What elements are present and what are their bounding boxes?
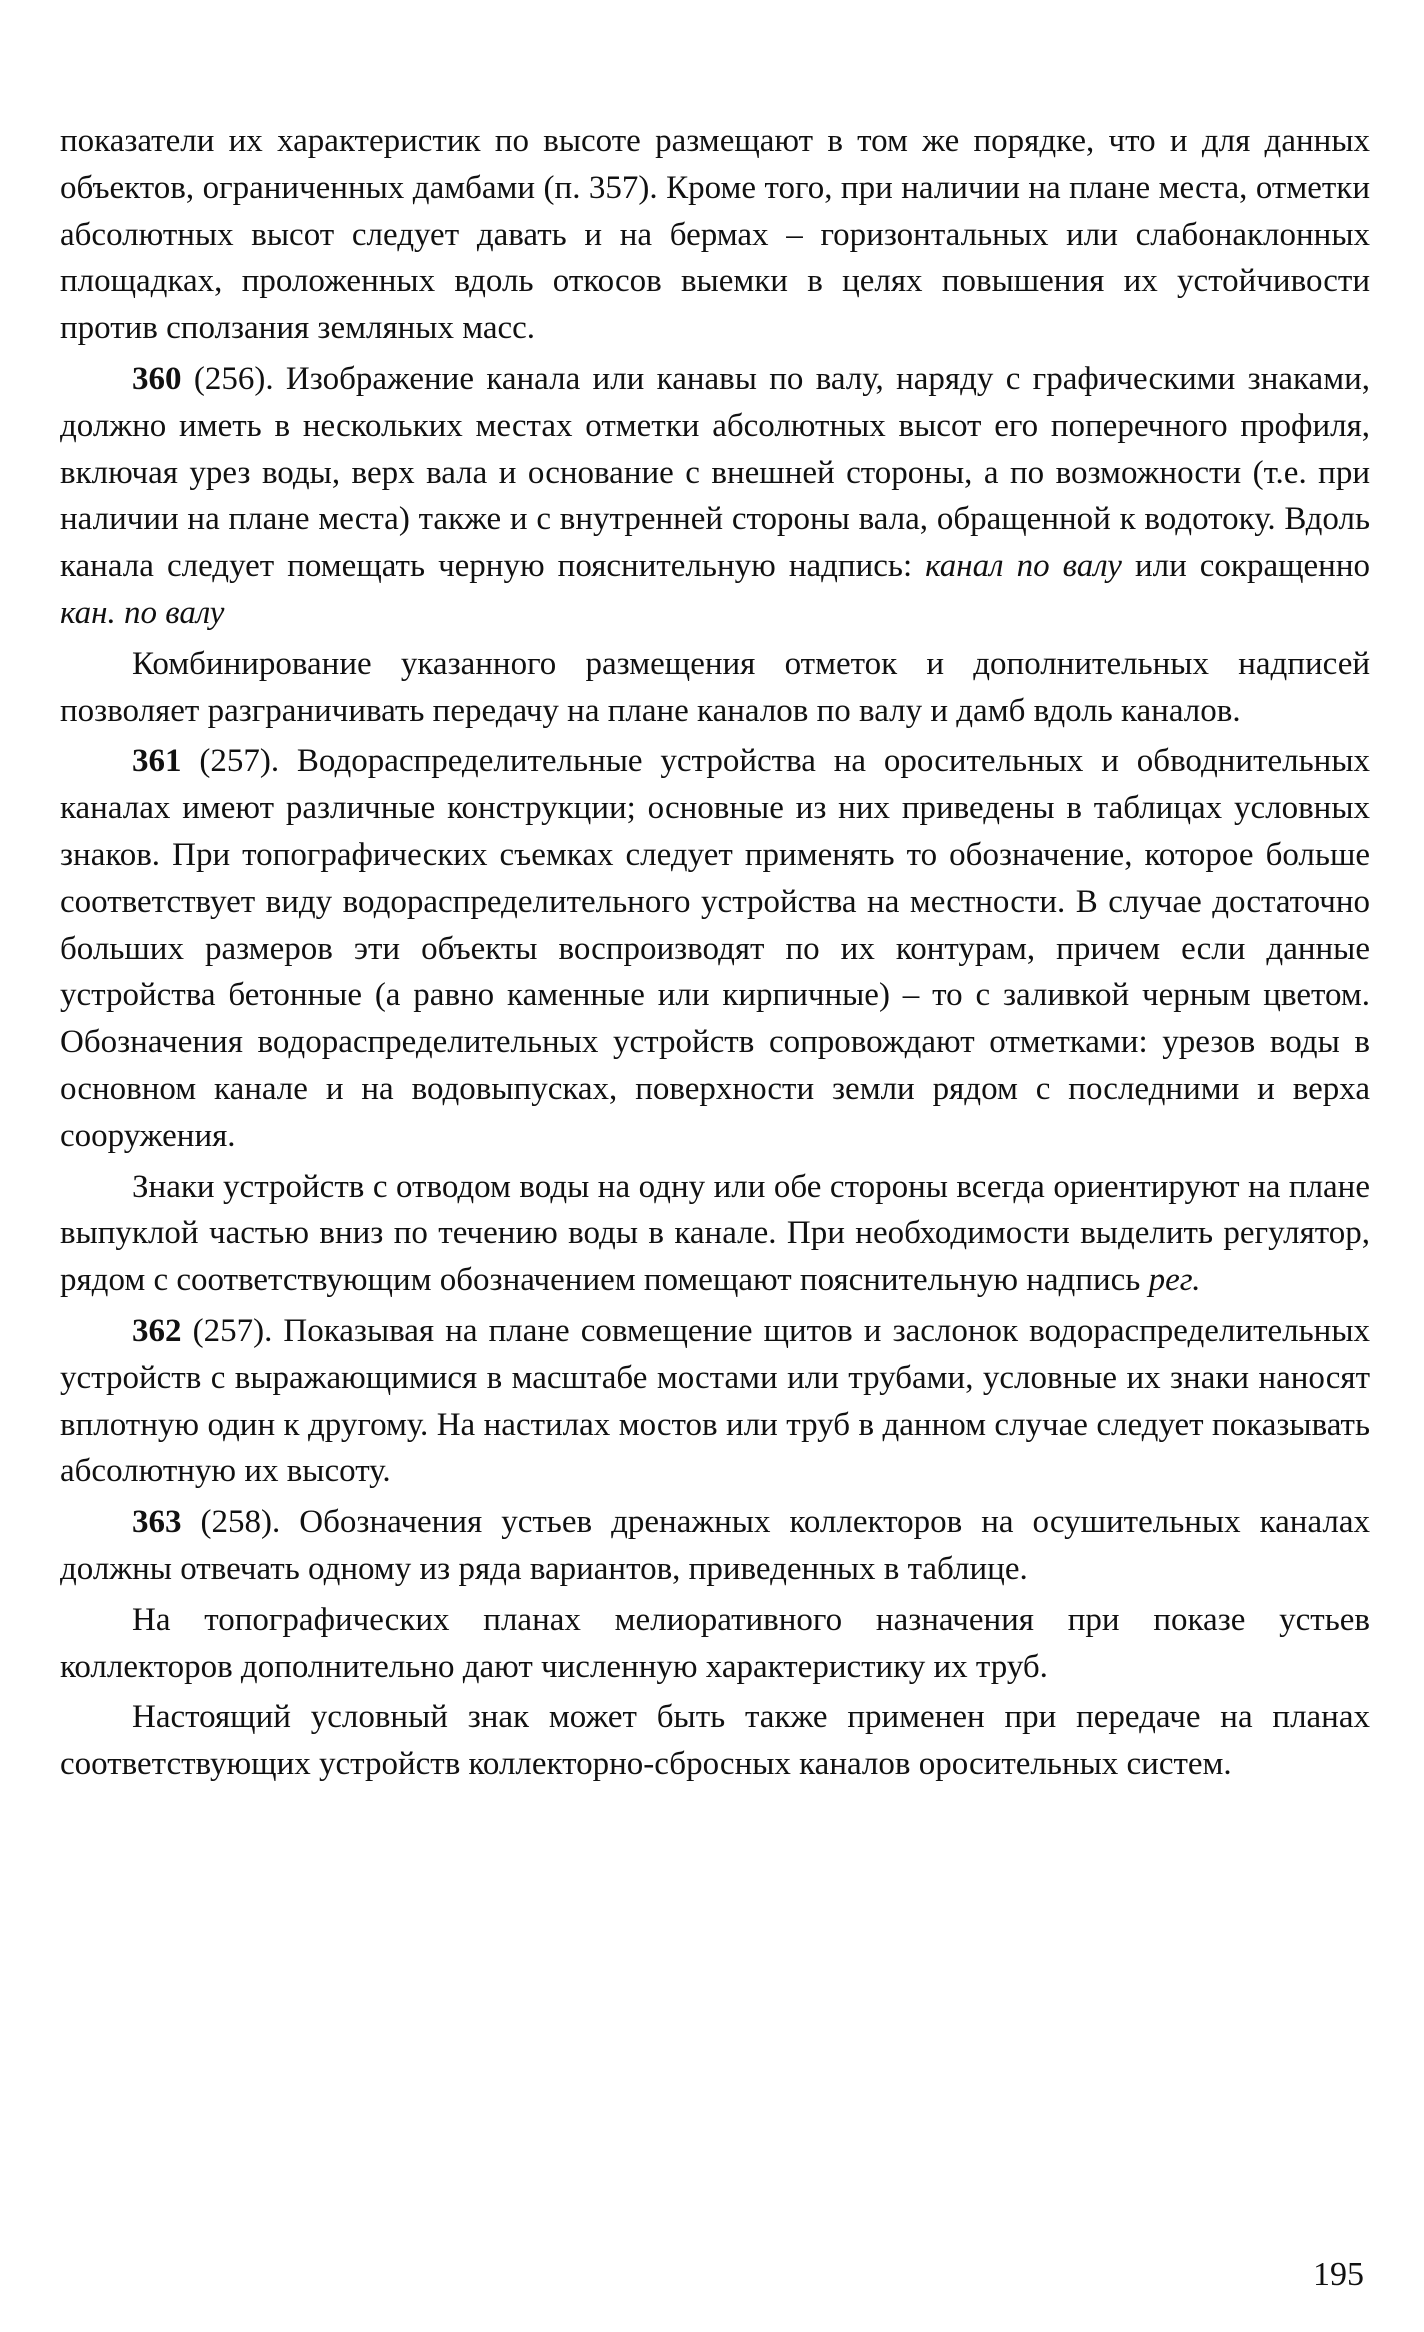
- paragraph-text: (256). Изображение канала или канавы по валу, наряду с графическими знаками, должно иметь в нескольких местах отметки абсолютных высот его поперечного профиля, включая урез воды, верх вала и основание с внешней стороны, а по возможности (т.е. при наличии на плане места) также и с внутренней стороны вала, обращенной к водотоку. Вдоль канала следует помещать черную пояснительную надпись:: [60, 360, 1370, 585]
- paragraph-361: [60, 738, 1370, 1159]
- italic-term: кан. по валу: [60, 594, 225, 631]
- paragraph-text: На топографических планах мелиоративного назначения при показе устьев коллекторов дополнительно дают численную характеристику их труб.: [60, 1601, 1370, 1685]
- paragraph-signs-orientation: [60, 1164, 1370, 1304]
- paragraph-text: (257). Показывая на плане совмещение щитов и заслонок водораспределительных устройств с выражающимися в масштабе мостами или трубами, условные их знаки наносят вплотную один к другому. На настилах мостов или труб в данном случае следует показывать абсолютную их высоту.: [60, 1312, 1370, 1490]
- section-number: 363: [132, 1504, 182, 1541]
- paragraph-363: [60, 1499, 1370, 1593]
- paragraph-text: или сокращенно: [1121, 548, 1370, 585]
- paragraph-combination: [60, 641, 1370, 735]
- italic-term: рег.: [1148, 1262, 1201, 1299]
- paragraph-text: Знаки устройств с отводом воды на одну или обе стороны всегда ориентируют на плане выпуклой частью вниз по течению воды в канале. При необходимости выделить регулятор, рядом с соответствующим обозначением помещают пояснительную надпись: [60, 1168, 1370, 1299]
- paragraph-text: (257). Водораспределительные устройства на оросительных и обводнительных каналах имеют различные конструкции; основные из них приведены в таблицах условных знаков. При топографических съемках следует применять то обозначение, которое больше соответствует виду водораспределительного устройства на местности. В случае достаточно больших размеров эти объекты воспроизводят по их контурам, причем если данные устройства бетонные (а равно каменные или кирпичные) – то с заливкой черным цветом. Обозначения водораспределительных устройств сопровождают отметками: урезов воды в основном канале и на водовыпусках, поверхности земли рядом с последними и верха сооружения.: [60, 743, 1370, 1154]
- page-body: [60, 118, 1370, 1788]
- section-number: 362: [132, 1312, 182, 1349]
- paragraph-continuation: [60, 118, 1370, 352]
- paragraph-text: показатели их характеристик по высоте размещают в том же порядке, что и для данных объектов, ограниченных дамбами (п. 357). Кроме того, при наличии на плане места, отметки абсолютных высот следует давать и на бермах – горизонтальных или слабонаклонных площадках, проложенных вдоль откосов выемки в целях повышения их устойчивости против сползания земляных масс.: [60, 123, 1370, 347]
- section-number: 361: [132, 743, 182, 780]
- page-number: 195: [1313, 2256, 1364, 2293]
- paragraph-360: [60, 356, 1370, 637]
- paragraph-text: Настоящий условный знак может быть также применен при передаче на планах соответствующих устройств коллекторно-сбросных каналов оросительных систем.: [60, 1699, 1370, 1783]
- section-number: 360: [132, 360, 182, 397]
- paragraph-melioration-plans: [60, 1597, 1370, 1691]
- italic-term: канал по валу: [925, 548, 1122, 585]
- paragraph-text: (258). Обозначения устьев дренажных коллекторов на осушительных каналах должны отвечать одному из ряда вариантов, приведенных в таблице.: [60, 1504, 1370, 1587]
- paragraph-text: Комбинирование указанного размещения отметок и дополнительных надписей позволяет разграничивать передачу на плане каналов по валу и дамб вдоль каналов.: [60, 645, 1370, 729]
- paragraph-sign-application: [60, 1694, 1370, 1788]
- paragraph-362: [60, 1308, 1370, 1495]
